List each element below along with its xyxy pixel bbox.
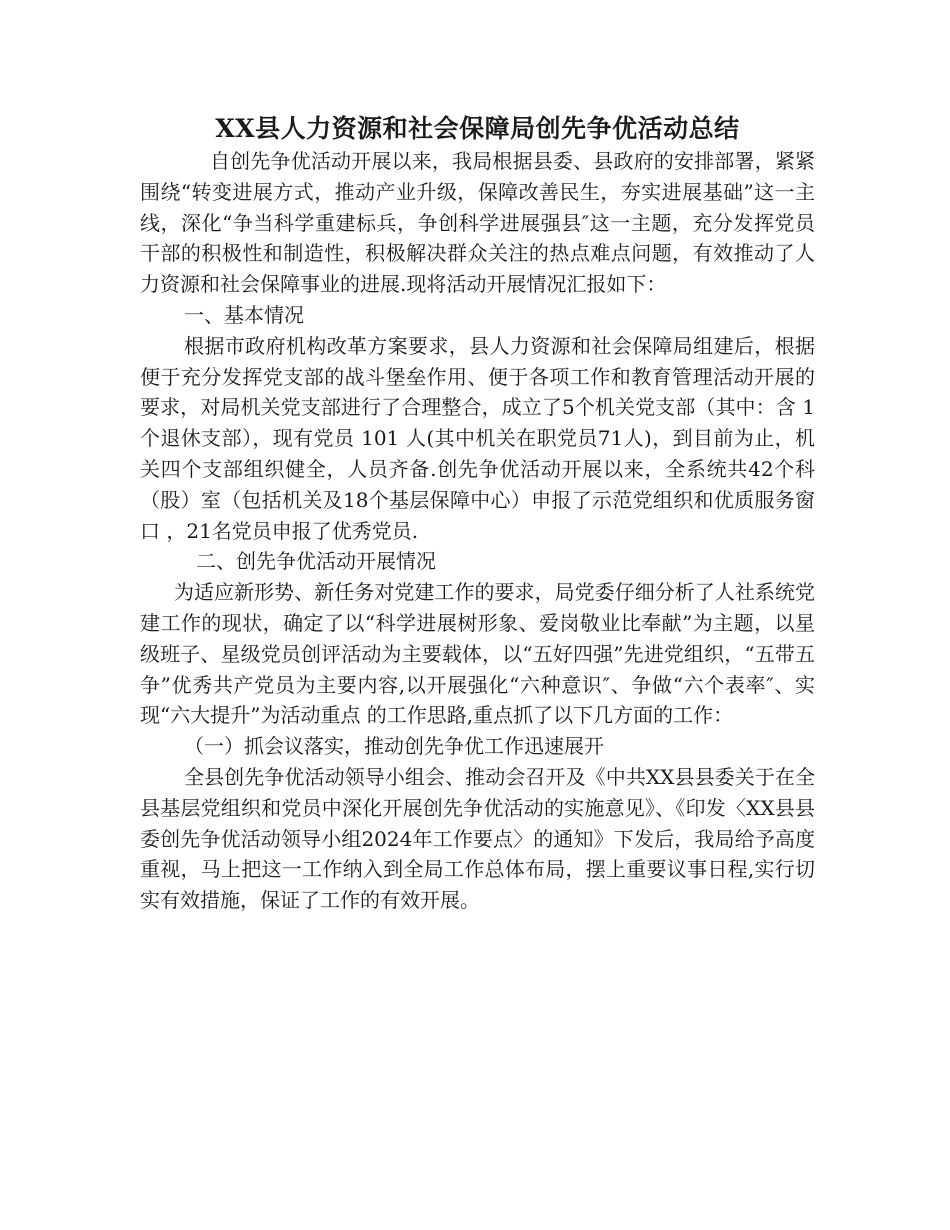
document-body [140,112,815,916]
document-title: XX县人力资源和社会保障局创先争优活动总结 [215,114,740,143]
section-1-paragraph: 根据市政府机构改革方案要求，县人力资源和社会保障局组建后，根据便于充分发挥党支部的战斗堡垒作用、便于各项工作和教育管理活动开展的要求，对局机关党支部进行了合理整合，成立了5个机关党支部（其中：含 1个退休支部），现有党员 101 人(其中机关在职党员71人)，到目前为止，机关四个支部组织健全，人员齐备.创先争优活动开展以来，全系统共42个科（股）室（包括机关及18个基层保障中心）申报了示范党组织和优质服务窗口 ，21名党员申报了优秀党员. [140,333,815,543]
subsection-1-paragraph: 全县创先争优活动领导小组会、推动会召开及《中共XX县县委关于在全县基层党组织和党员中深化开展创先争优活动的实施意见》、《印发〈XX县县委创先争优活动领导小组2024年工作要点〉的通知》下发后，我局给予高度重视，马上把这一工作纳入到全局工作总体布局，摆上重要议事日程,实行切实有效措施，保证了工作的有效开展。 [140,764,815,913]
section-1-heading: 一、基本情况 [184,302,304,327]
section-2-paragraph: 为适应新形势、新任务对党建工作的要求，局党委仔细分析了人社系统党建工作的现状，确定了以“科学进展树形象、爱岗敬业比奉献”为主题，以星级班子、星级党员创评活动为主要载体，以“五好四强”先进党组织，“五带五争”优秀共产党员为主要内容,以开展强化“六种意识″、争做“六个表率″、实现“六大提升”为活动重点 的工作思路,重点抓了以下几方面的工作： [140,580,815,728]
subsection-1-heading: （一）抓会议落实，推动创先争优工作迅速展开 [184,734,604,759]
intro-paragraph: 自创先争优活动开展以来，我局根据县委、县政府的安排部署，紧紧围绕“转变进展方式，推动产业升级，保障改善民生，夯实进展基础”这一主线，深化“争当科学重建标兵，争创科学进展强县″这一主题，充分发挥党员干部的积极性和制造性，积极解决群众关注的热点难点问题，有效推动了人力资源和社会保障事业的进展.现将活动开展情况汇报如下： [140,149,815,297]
section-2-heading: 二、创先争优活动开展情况 [196,549,436,574]
